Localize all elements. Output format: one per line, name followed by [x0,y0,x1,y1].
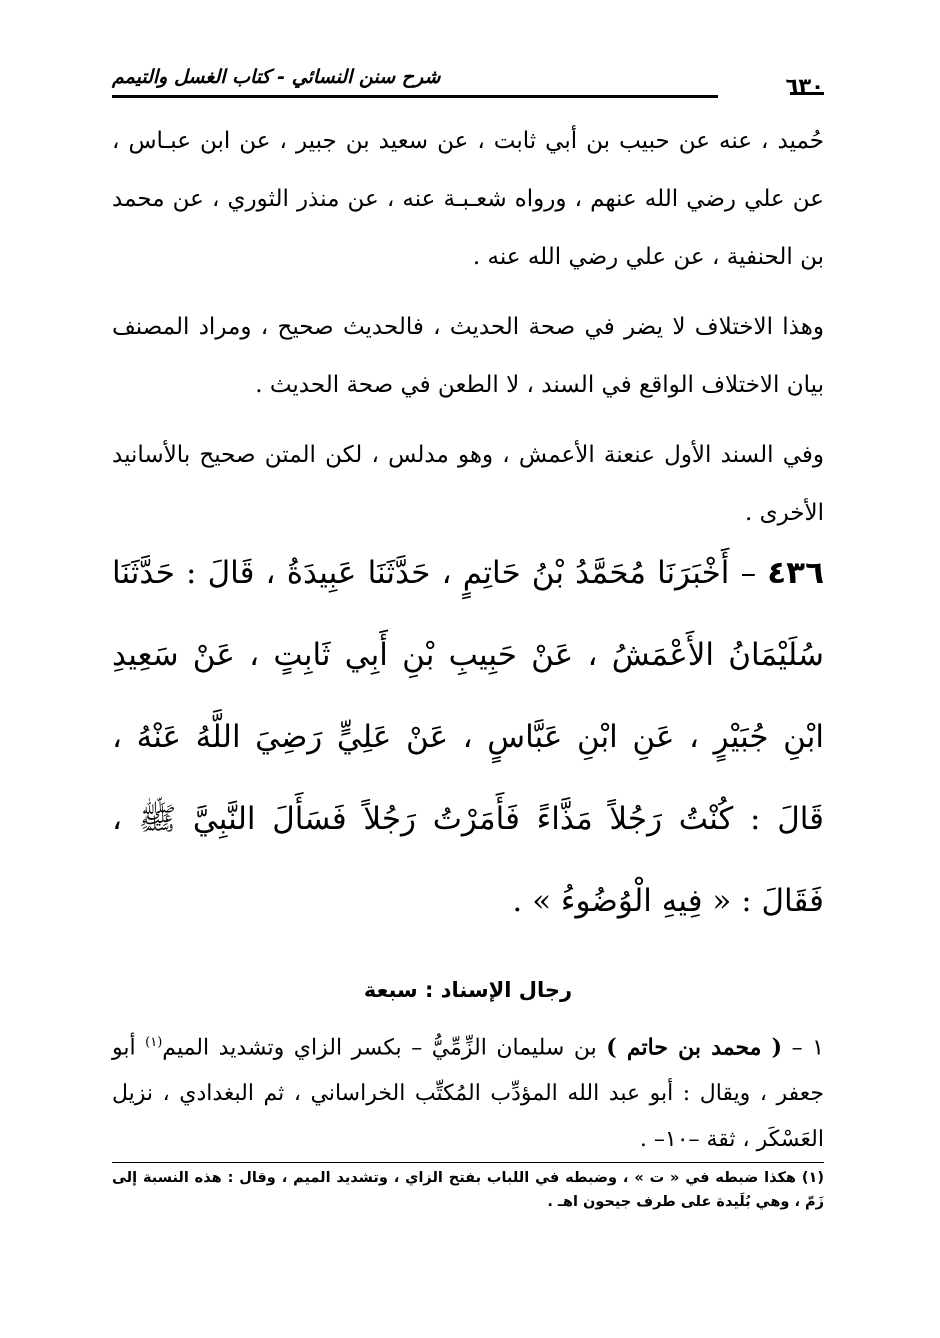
hadith-text: أَخْبَرَنَا مُحَمَّدُ بْنُ حَاتِمٍ ، حَدَّثَنَا عَبِيدَةُ ، قَالَ : حَدَّثَنَا سُلَيْمَانُ الأَعْمَشُ ، عَنْ حَبِيبِ بْنِ أَبِي ثَابِتٍ ، عَنْ سَعِيدِ ابْنِ جُبَيْرٍ ، عَنِ ابْنِ عَبَّاسٍ ، عَنْ عَلِيٍّ رَضِيَ اللَّهُ عَنْهُ ، قَالَ : كُنْتُ رَجُلاً مَذَّاءً فَأَمَرْتُ رَجُلاً فَسَأَلَ النَّبِيَّ ﷺ ، فَقَالَ : « فِيهِ الْوُضُوءُ » . [112,555,824,919]
commentary-paragraph-2: وهذا الاختلاف لا يضر في صحة الحديث ، فالحديث صحيح ، ومراد المصنف بيان الاختلاف الواقع في السند ، لا الطعن في صحة الحديث . [112,314,824,398]
narrator-text-1: بن سليمان الزِّمِّيُّ – بكسر الزاي وتشديد الميم [162,1035,607,1061]
hadith-paragraph [112,532,824,942]
narrator-text-2: أبو جعفر ، ويقال : أبو عبد الله المؤدِّب المُكتِّب الخراساني ، ثم البغدادي ، نزيل العَسْكَر ، ثقة –١٠– . [112,1035,824,1153]
narrator-paragraph [112,1020,824,1163]
commentary-paragraph-3: وفي السند الأول عنعنة الأعمش ، وهو مدلس ، لكن المتن صحيح بالأسانيد الأخرى . [112,442,824,526]
running-title: شرح سنن النسائي - كتاب الغسل والتيمم [112,66,441,88]
section-heading: رجال الإسناد : سبعة [363,978,573,1002]
footnote-block [112,1166,824,1214]
narrator-entry [112,1020,824,1163]
narrator-name: ( محمد بن حاتم ) [606,1034,783,1061]
page-header [112,62,824,102]
footnote-rule [112,1162,824,1163]
hadith-block [112,532,824,942]
hadith-number: ٤٣٦ [767,555,824,591]
commentary-paragraph-1: حُميد ، عنه عن حبيب بن أبي ثابت ، عن سعيد بن جبير ، عن ابن عبـاس ، عن علي رضي الله عنهم ، ورواه شعـبـة عنه ، عن منذر الثوري ، عن محمد بن الحنفية ، عن علي رضي الله عنه . [112,128,824,270]
narrator-index: ١ – [782,1035,824,1061]
hadith-separator: – [729,555,768,591]
commentary-block [112,112,824,554]
header-rule [112,95,718,98]
footnote-reference[interactable]: (١) [145,1035,163,1050]
page-number: ٦٣٠ [785,74,824,98]
footnote-text: (١) هكذا ضبطه في « ت » ، وضبطه في اللباب بفتح الزاي ، وتشديد الميم ، وقال : هذه النسبة إلى زَمّ ، وهي بُلَيدة على طرف جيحون اهـ . [112,1170,824,1210]
